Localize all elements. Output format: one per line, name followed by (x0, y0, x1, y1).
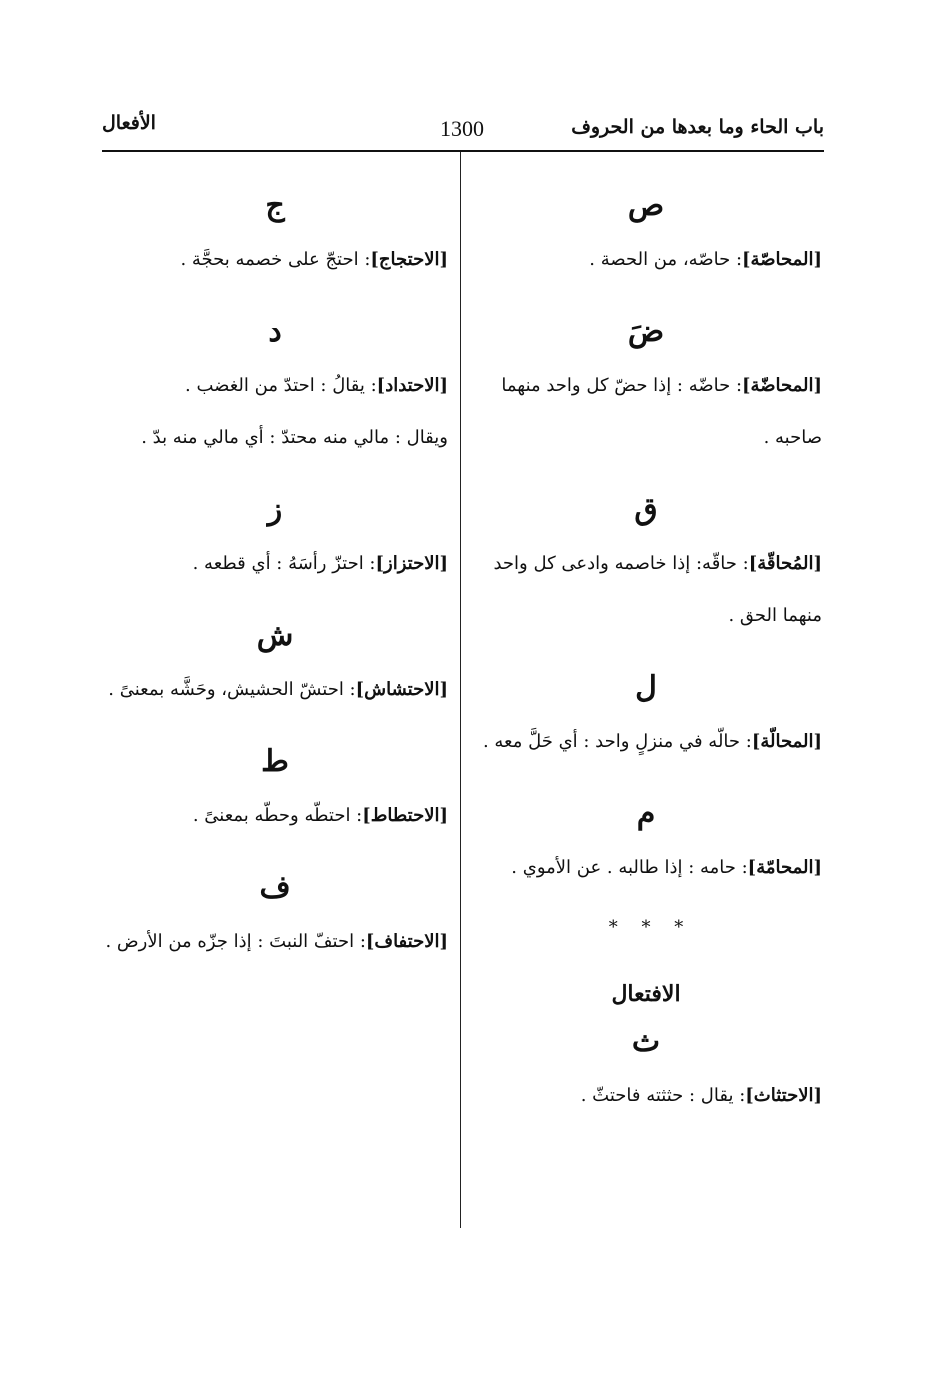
entry-text: : حاصّه، من الحصة . (589, 249, 743, 270)
entry-text: : احتزّ رأسَهُ : أي قطعه . (192, 553, 376, 574)
letter-group (102, 186, 448, 286)
entry-headword: [الاحتشاش] (355, 679, 448, 700)
entry (102, 412, 448, 464)
letter-group (102, 490, 448, 590)
letter-heading: ل (635, 670, 657, 705)
entry (102, 234, 448, 286)
letter-heading: م (636, 796, 656, 831)
divider-stars: * * * (608, 917, 684, 938)
letter-heading: ج (265, 188, 285, 223)
entry-headword: [المُحاقّة] (748, 553, 822, 574)
entry-text: : حالّه في منزلٍ واحد : أي حَلَّ معه . (482, 731, 752, 752)
entry (470, 360, 822, 464)
entry-headword: [المحاضّة] (742, 375, 822, 396)
entry (470, 842, 822, 894)
entry-headword: [المحامّة] (747, 857, 822, 878)
entry-text: : حامه : إذا طالبه . عن الأموي . (511, 857, 748, 878)
entry (102, 916, 448, 968)
entry-text: : احتطّه وحطّه بمعنىً . (192, 805, 363, 826)
letter-heading: ف (259, 870, 291, 905)
entry (470, 234, 822, 286)
entry-headword: [الاحتطاط] (362, 805, 448, 826)
letter-heading: ط (261, 744, 289, 779)
letter-group (470, 186, 822, 286)
entry-text: : حاضّه : إذا حضّ كل واحد منهما صاحبه . (501, 375, 822, 448)
letter-heading: ث (631, 1024, 661, 1059)
letter-heading: ق (634, 492, 658, 527)
entry (470, 716, 822, 768)
letter-group (102, 616, 448, 716)
letter-heading: ز (267, 492, 283, 527)
entry-headword: [الاحتداد] (376, 375, 448, 396)
page-header (102, 112, 824, 148)
section-title: الافتعال (611, 981, 681, 1007)
letter-group (470, 312, 822, 464)
entry-text: ويقال : مالي منه محتدّ : أي مالي منه بدّ . (141, 427, 448, 448)
entry (102, 790, 448, 842)
letter-heading: ص (627, 188, 665, 223)
entry-headword: [الاحتجاج] (370, 249, 448, 270)
entry-headword: [الاحتثاث] (745, 1085, 822, 1106)
entry-headword: [المحالّة] (751, 731, 822, 752)
entry-text: : يقالُ : احتدّ من الغضب . (185, 375, 377, 396)
entry-headword: [المحاصّة] (742, 249, 822, 270)
letter-heading: ش (256, 618, 294, 653)
letter-group (470, 1022, 822, 1122)
entry (470, 538, 822, 642)
letter-group (470, 668, 822, 768)
chapter-title: باب الحاء وما بعدها من الحروف (571, 116, 824, 138)
entry (102, 664, 448, 716)
entry-text: : احتشّ الحشيش، وحَشَّه بمعنىً . (108, 679, 356, 700)
letter-group (102, 742, 448, 842)
entry-text: : يقال : حثثته فاحتثّ . (580, 1085, 746, 1106)
left-column (102, 160, 448, 968)
entry (470, 1070, 822, 1122)
page-number: 1300 (440, 116, 484, 141)
letter-group (470, 794, 822, 894)
letter-heading: ضَ (627, 314, 665, 349)
entry-text: : حاقّه: إذا خاصمه وادعى كل واحد منهما الحق . (493, 553, 822, 626)
letter-group (470, 490, 822, 642)
header-rule (102, 150, 824, 152)
entry-headword: [الاحتزاز] (375, 553, 448, 574)
section-running-title: الأفعال (102, 112, 156, 134)
column-divider (460, 152, 461, 1228)
entry-headword: [الاحتفاف] (365, 931, 448, 952)
entry (102, 360, 448, 412)
entry-text: : احتفّ النبتَ : إذا جزّه من الأرض . (105, 931, 366, 952)
right-column (470, 160, 822, 1122)
entry-text: : احتجّ على خصمه بحجَّة . (180, 249, 371, 270)
letter-group (102, 868, 448, 968)
letter-group (102, 312, 448, 464)
entry (102, 538, 448, 590)
letter-heading: د (268, 314, 282, 349)
